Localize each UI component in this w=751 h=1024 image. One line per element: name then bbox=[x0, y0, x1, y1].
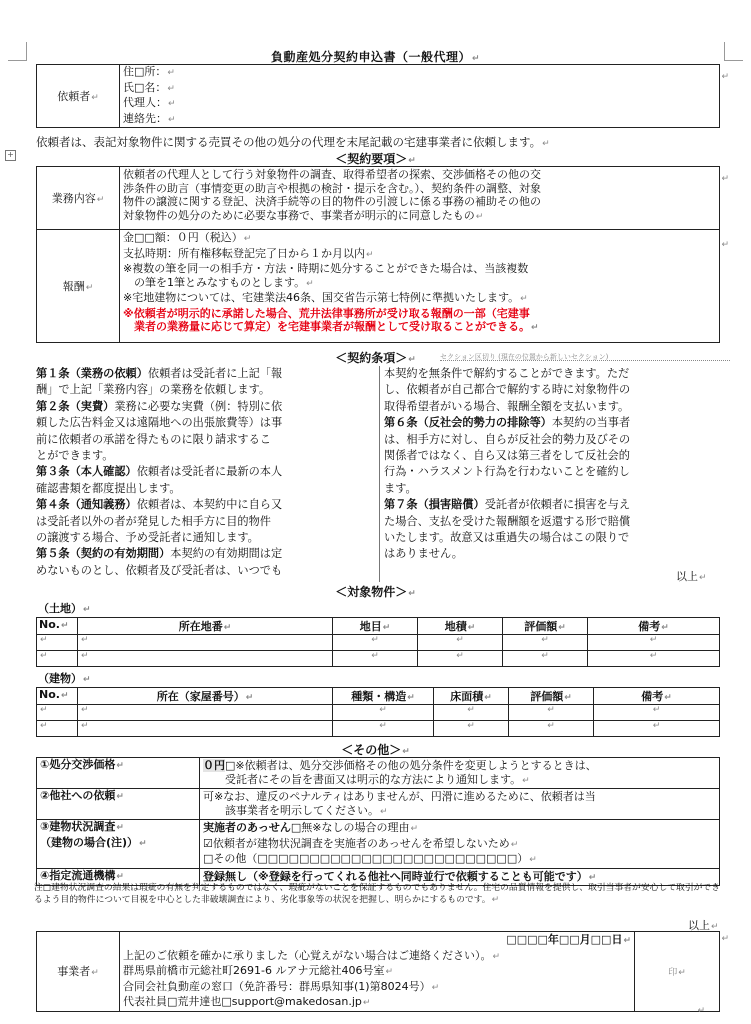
clause-text: の譲渡する場合、予め受託者に通知します。 bbox=[36, 531, 259, 545]
other-text: 可※なお、違反のペナルティはありませんが、円滑に進めるために、依頼者は当 bbox=[203, 790, 596, 803]
clause-text: はありません。 bbox=[384, 547, 463, 561]
clause-line bbox=[36, 530, 378, 546]
table-cell[interactable]: ↵ bbox=[588, 651, 720, 667]
table-cell[interactable]: ↵ bbox=[37, 721, 78, 737]
table-cell[interactable]: ↵ bbox=[503, 635, 588, 651]
table-cell[interactable]: ↵ bbox=[588, 635, 720, 651]
business-label: 事業者↵ bbox=[37, 932, 120, 1012]
fee-note-line: ※宅地建物については、宅建業法46条、国交省告示第七特例に準拠いたします。↵ bbox=[123, 291, 528, 304]
row-end-mark: ↵ bbox=[721, 240, 729, 250]
table-cell[interactable]: ↵ bbox=[37, 651, 78, 667]
clause-line bbox=[384, 432, 726, 448]
row-end-mark: ↵ bbox=[721, 174, 729, 184]
clause-line bbox=[384, 382, 726, 398]
clauses-right-column bbox=[384, 366, 726, 563]
land-header-no: No.↵ bbox=[37, 618, 78, 635]
other-text: 受託者にその旨を書面又は明示的な方法により通知します。 bbox=[203, 772, 522, 786]
business-line: 合同会社負動産の窓口（免許番号：群馬県知事(1)第8024号）↵ bbox=[123, 979, 440, 993]
clause-heading: 第４条（通知義務） bbox=[36, 498, 137, 512]
other-row-price bbox=[37, 758, 720, 789]
clause-line bbox=[36, 563, 378, 579]
business-line: 代表社員□荒井達也□support@makedosan.jp↵ bbox=[123, 995, 371, 1008]
document-title: 負動産処分契約申込書（一般代理）↵ bbox=[270, 50, 481, 64]
work-line: 物件の譲渡に関する登記、決済手続等の目的物件の引渡しに係る事務の補助その他の bbox=[123, 195, 541, 208]
clause-line bbox=[384, 448, 726, 464]
table-move-handle[interactable]: + bbox=[5, 150, 16, 161]
clause-text: は受託者以外の者が発見した相手方に目的物件 bbox=[36, 514, 271, 528]
building-header-structure: 種類・構造↵ bbox=[333, 688, 434, 705]
clause-text: 関係者ではなく、自ら又は第三者をして反社会的 bbox=[384, 449, 630, 463]
clause-line bbox=[384, 497, 726, 513]
work-line: 対象物件の処分のために必要な事務で、事業者が明示的に同意したもの↵ bbox=[123, 208, 484, 222]
fee-note-line: の筆を1筆とみなすものとします。↵ bbox=[123, 275, 314, 289]
table-cell[interactable]: ↵ bbox=[333, 721, 434, 737]
requester-address-field[interactable]: 住□所：↵ bbox=[123, 65, 175, 78]
clause-text: とができます。 bbox=[36, 449, 114, 463]
clause-heading: 第２条（実費） bbox=[36, 399, 115, 413]
table-cell[interactable]: ↵ bbox=[434, 705, 509, 721]
clause-line bbox=[36, 382, 378, 398]
other-label: ②他社への依頼↵ bbox=[37, 789, 200, 820]
clause-text: 本契約の当事者 bbox=[551, 416, 631, 430]
building-table bbox=[36, 687, 720, 737]
table-cell[interactable]: ↵ bbox=[418, 651, 503, 667]
clauses-heading: ＜契約条項＞↵ bbox=[335, 351, 416, 365]
fee-content[interactable] bbox=[120, 230, 720, 343]
clause-text: いたします。故意又は重過失の場合はこの限りで bbox=[384, 531, 630, 545]
requester-fields[interactable] bbox=[120, 65, 720, 128]
clause-heading: 第３条（本人確認） bbox=[36, 465, 137, 479]
table-cell[interactable]: ↵ bbox=[37, 635, 78, 651]
column-divider bbox=[379, 366, 380, 582]
clause-text: 本契約を無条件で解約することができます。ただ bbox=[384, 367, 630, 380]
acceptance-date[interactable]: □□□□年□□月□□日 bbox=[506, 933, 623, 946]
clause-line bbox=[384, 366, 726, 382]
clauses-left-column bbox=[36, 366, 378, 579]
clause-line bbox=[36, 481, 378, 497]
clause-line bbox=[384, 399, 726, 415]
building-header-row bbox=[37, 688, 720, 705]
land-header-remarks: 備考↵ bbox=[588, 618, 720, 635]
table-row bbox=[37, 651, 720, 667]
requester-agent-field[interactable]: 代理人：↵ bbox=[123, 96, 176, 109]
inspection-other-option[interactable]: □その他（□□□□□□□□□□□□□□□□□□□□□□□□□） bbox=[203, 852, 529, 865]
inspection-checkbox[interactable]: ☑依頼者が建物状況調査を実施者のあっせんを希望しないため bbox=[203, 836, 510, 850]
table-cell[interactable]: ↵ bbox=[594, 705, 720, 721]
clause-line bbox=[36, 497, 378, 513]
clause-text: 酬」で上記「業務内容」の業務を依頼します。 bbox=[36, 383, 271, 397]
fee-note-line: ※複数の筆を同一の相手方・方法・時期に処分することができた場合は、当該複数 bbox=[123, 262, 529, 275]
table-cell[interactable]: ↵ bbox=[78, 721, 333, 737]
other-content[interactable]: 可※なお、違反のペナルティはありませんが、円滑に進めるために、依頼者は当 該事業者を明示してください。↵ bbox=[200, 789, 720, 820]
table-cell[interactable]: ↵ bbox=[333, 635, 418, 651]
other-label: ④指定流通機構↵ bbox=[37, 868, 200, 886]
land-table bbox=[36, 617, 720, 667]
table-cell[interactable]: ↵ bbox=[333, 651, 418, 667]
table-cell[interactable]: ↵ bbox=[594, 721, 720, 737]
row-end-mark: ↵ bbox=[721, 72, 729, 82]
other-bold-text: 実施者のあっせん bbox=[203, 821, 291, 834]
clause-text: めないものとし、依頼者及び受託者は、いつでも bbox=[36, 563, 283, 577]
requester-name-field[interactable]: 氏□名：↵ bbox=[123, 80, 175, 94]
clause-text: 依頼者は受託者に上記「報 bbox=[147, 367, 283, 380]
clause-heading: 第６条（反社会的勢力の排除等） bbox=[384, 416, 552, 430]
clause-line bbox=[384, 464, 726, 480]
table-cell[interactable]: ↵ bbox=[78, 651, 333, 667]
building-header-no: No.↵ bbox=[37, 688, 78, 705]
fee-amount-line: 金□□額：０円（税込）↵ bbox=[123, 231, 252, 244]
land-header-category: 地目↵ bbox=[333, 618, 418, 635]
clause-heading: 第１条（業務の依頼） bbox=[36, 367, 148, 380]
clause-line bbox=[36, 464, 378, 480]
land-label: （土地）↵ bbox=[38, 602, 91, 615]
work-content[interactable] bbox=[120, 167, 720, 230]
other-row-inspection bbox=[37, 820, 720, 869]
seal-cell: 印↵ bbox=[635, 932, 720, 1012]
clause-line bbox=[384, 546, 726, 562]
listing-value: 登録無し（※登録を行ってくれる他社へ同時並行で依頼することも可能です） bbox=[203, 869, 588, 883]
clause-line bbox=[36, 432, 378, 448]
requester-contact-field[interactable]: 連絡先：↵ bbox=[123, 111, 176, 125]
building-header-floor-area: 床面積↵ bbox=[434, 688, 509, 705]
business-line: 群馬県前橋市元総社町2691-6 ルアナ元総社406号室↵ bbox=[123, 964, 393, 977]
clause-text: 本契約の有効期間は定 bbox=[170, 547, 283, 561]
requester-label: 依頼者↵ bbox=[37, 65, 120, 128]
clause-line bbox=[36, 514, 378, 530]
other-label: ③建物状況調査↵ （建物の場合(注)）↵ bbox=[37, 820, 200, 869]
clause-line bbox=[36, 415, 378, 431]
clause-text: ます。 bbox=[384, 481, 417, 495]
property-heading: ＜対象物件＞↵ bbox=[335, 585, 416, 599]
clause-text: 業務に必要な実費（例：特別に依 bbox=[114, 399, 283, 413]
other-table bbox=[36, 757, 720, 886]
table-cell[interactable]: ↵ bbox=[509, 705, 594, 721]
other-text: □※依頼者は、処分交渉価格その他の処分条件を変更しようとするときは、 bbox=[225, 759, 597, 772]
table-cell[interactable]: ↵ bbox=[78, 705, 333, 721]
other-text: 該事業者を明示してください。 bbox=[203, 803, 379, 817]
fee-timing-line: 支払時期：所有権移転登記完了日から１か月以内↵ bbox=[123, 246, 374, 260]
clause-text: 行為・ハラスメント行為を行わないことを確約し bbox=[384, 465, 630, 479]
land-header-row bbox=[37, 618, 720, 635]
clause-line bbox=[384, 481, 726, 497]
other-row-other-companies bbox=[37, 789, 720, 820]
price-value[interactable]: ０円 bbox=[203, 759, 225, 772]
clause-text: 受託者が依頼者に損害を与え bbox=[484, 498, 631, 512]
inspection-option[interactable]: □無※なしの場合の理由 bbox=[290, 821, 410, 834]
other-content[interactable]: 登録無し（※登録を行ってくれる他社へ同時並行で依頼することも可能です）↵ bbox=[200, 868, 720, 886]
clause-text: た場合、支払を受けた報酬額を返還する形で賠償 bbox=[384, 514, 631, 528]
summary-table bbox=[36, 166, 720, 343]
table-cell[interactable]: ↵ bbox=[333, 705, 434, 721]
end-mark: 以上↵ bbox=[676, 570, 707, 583]
row-end-mark: ↵ bbox=[697, 1006, 705, 1016]
inspection-note: 注□建物状況調査の結果は瑕疵の有無を判定するものではなく、瑕疵がないことを保証するものでもありません。住宅の品質情報を提供し、取引当事者が安心して取引ができるよう目的物件について目視を中心とした非破壊調査により、劣化事象等の状況を把握し、明らかにするものです。↵ bbox=[34, 883, 721, 905]
fee-label: 報酬↵ bbox=[37, 230, 120, 343]
land-header-area: 地積↵ bbox=[418, 618, 503, 635]
land-header-valuation: 評価額↵ bbox=[503, 618, 588, 635]
clause-line bbox=[384, 530, 726, 546]
business-content: □□□□年□□月□□日↵ 上記のご依頼を確かに承りました（心覚えがない場合はご連絡ください）。↵ 群馬県前橋市元総社町2691-6 ルアナ元総社406号室↵ 合同会社負動産の窓口（免許番号：群馬県知事(1)第8024号）↵ 代表社員□荒井達也□support@makedosan.jp↵ bbox=[120, 932, 635, 1012]
summary-heading: ＜契約要項＞↵ bbox=[335, 152, 416, 166]
intro-paragraph: 依頼者は、表記対象物件に関する売買その他の処分の代理を末尾記載の宅建事業者に依頼します。↵ bbox=[36, 135, 550, 149]
clause-text: 依頼者は、本契約中に自ら又 bbox=[136, 498, 283, 512]
clause-heading: 第７条（損害賠償） bbox=[384, 498, 485, 512]
requester-table bbox=[36, 64, 720, 128]
row-end-mark: ↵ bbox=[721, 934, 729, 944]
table-cell[interactable]: ↵ bbox=[37, 705, 78, 721]
work-line: 渉条件の助言（事情変更の助言や根拠の検討・提示を含む。）、契約条件の調整、対象 bbox=[123, 181, 541, 195]
work-line: 依頼者の代理人として行う対象物件の調査、取得希望者の探索、交渉価格その他の交 bbox=[123, 168, 541, 181]
table-row bbox=[37, 721, 720, 737]
clause-text: 頼した広告料金又は遠隔地への出張旅費等）は事 bbox=[36, 416, 283, 430]
clause-line bbox=[36, 399, 378, 415]
other-content[interactable]: 実施者のあっせん□無※なしの場合の理由↵ ☑依頼者が建物状況調査を実施者のあっせんを希望しないため↵ □その他（□□□□□□□□□□□□□□□□□□□□□□□□□）↵ bbox=[200, 820, 720, 869]
clause-text: 依頼者は受託者に最新の本人 bbox=[136, 465, 283, 479]
clause-text: し、依頼者が自己都合で解約する時に対象物件の bbox=[384, 383, 631, 397]
clause-text: は、相手方に対し、自らが反社会的勢力及びその bbox=[384, 432, 631, 446]
table-cell[interactable]: ↵ bbox=[78, 635, 333, 651]
section-break-marker: セクション区切り (現在の位置から新しいセクション) bbox=[440, 352, 730, 361]
table-cell[interactable]: ↵ bbox=[418, 635, 503, 651]
work-label: 業務内容↵ bbox=[37, 167, 120, 230]
clause-line bbox=[36, 546, 378, 562]
clause-heading: 第５条（契約の有効期間） bbox=[36, 547, 171, 561]
clause-text: 前に依頼者の承諾を得たものに限り請求するこ bbox=[36, 432, 271, 446]
other-content[interactable]: ０円□※依頼者は、処分交渉価格その他の処分条件を変更しようとするときは、 受託者にその旨を書面又は明示的な方法により通知します。↵ bbox=[200, 758, 720, 789]
fee-red-note-line: 業者の業務量に応じて算定）を宅建事業者が報酬として受け取ることができる。↵ bbox=[123, 320, 539, 333]
clause-text: 取得希望者がいる場合、報酬全額を支払います。 bbox=[384, 399, 630, 413]
clause-line bbox=[36, 366, 378, 382]
table-row bbox=[37, 635, 720, 651]
fee-red-note-line: ※依頼者が明示的に承諾した場合、荒井法律事務所が受け取る報酬の一部（宅建事 bbox=[123, 306, 530, 320]
table-cell[interactable]: ↵ bbox=[503, 651, 588, 667]
clause-text: 確認書類を都度提出します。 bbox=[36, 481, 181, 495]
clause-line bbox=[384, 514, 726, 530]
land-header-address: 所在地番↵ bbox=[78, 618, 333, 635]
clause-line bbox=[384, 415, 726, 431]
table-cell[interactable]: ↵ bbox=[509, 721, 594, 737]
other-label: ①処分交渉価格↵ bbox=[37, 758, 200, 789]
other-heading: ＜その他＞↵ bbox=[341, 743, 410, 757]
end-mark: 以上↵ bbox=[688, 919, 719, 932]
building-header-valuation: 評価額↵ bbox=[509, 688, 594, 705]
table-row bbox=[37, 705, 720, 721]
table-cell[interactable]: ↵ bbox=[434, 721, 509, 737]
clause-line bbox=[36, 448, 378, 464]
business-line: 上記のご依頼を確かに承りました（心覚えがない場合はご連絡ください）。↵ bbox=[123, 948, 501, 962]
business-table bbox=[36, 931, 720, 1012]
building-header-remarks: 備考↵ bbox=[594, 688, 720, 705]
building-label: （建物）↵ bbox=[38, 672, 91, 685]
building-header-address: 所在（家屋番号）↵ bbox=[78, 688, 333, 705]
